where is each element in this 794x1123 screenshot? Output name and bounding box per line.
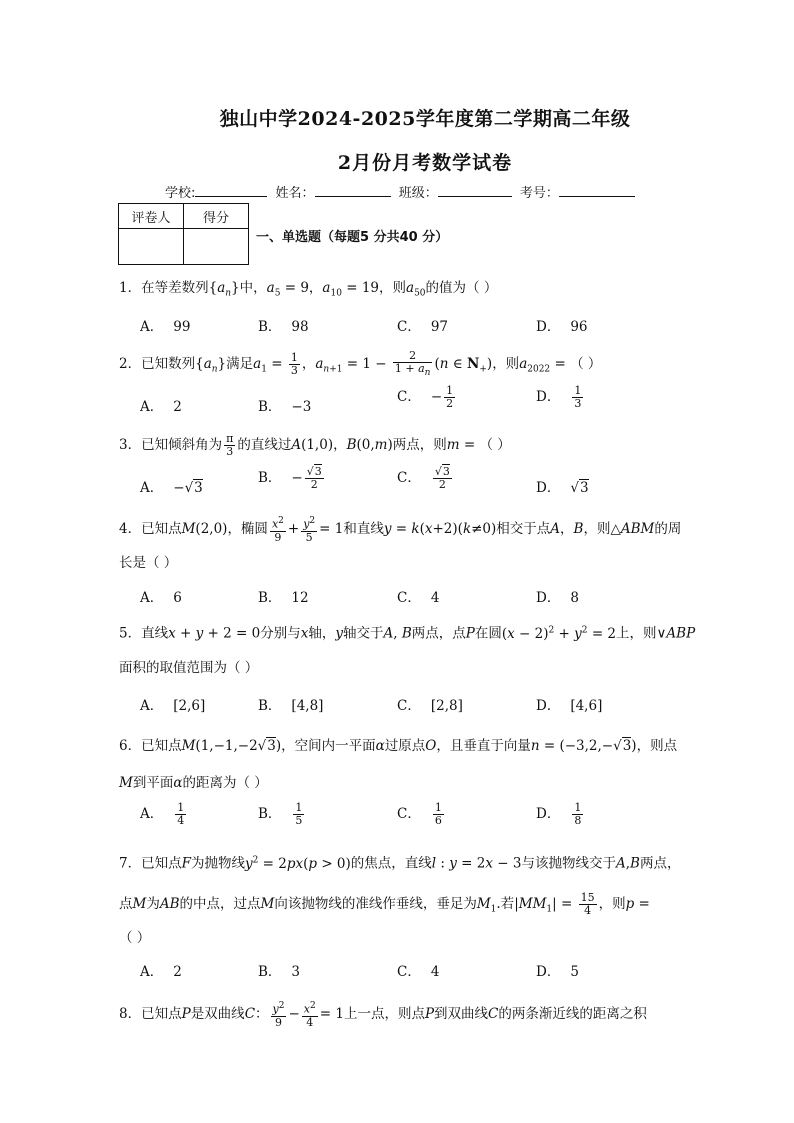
stem-text: .若 [496, 896, 515, 912]
option-text: 8 [570, 590, 579, 606]
stem-text: ，空间内一平面 [281, 738, 376, 754]
question-number: 4． [119, 520, 142, 537]
option-text: 2 [173, 399, 182, 415]
option-c[interactable] [397, 315, 448, 335]
option-text: 6 [173, 590, 182, 606]
option-letter: B． [258, 964, 282, 980]
school-field[interactable] [195, 184, 267, 197]
stem-text: 过原点 [384, 738, 426, 754]
question-7 [119, 850, 679, 874]
option-c[interactable] [397, 960, 439, 980]
math: ∨ABP [656, 625, 696, 642]
exam-title: 独山中学2024-2025学年度第二学期高二年级 [219, 108, 631, 130]
stem-text: （ ） [570, 356, 602, 373]
option-letter: C． [397, 470, 421, 486]
math: A,B [615, 855, 640, 872]
option-b[interactable]: B． $\frac{1}{5}$ [258, 801, 303, 827]
option-letter: C． [397, 389, 421, 405]
option-c[interactable]: C． $\frac{√3}{2}$ [397, 465, 450, 491]
option-letter: C． [397, 806, 421, 822]
math: m = [446, 437, 480, 453]
stem-text: ，椭圆 [227, 520, 268, 537]
option-d[interactable]: D． √3 [536, 480, 589, 496]
stem-text: 轴交于 [343, 625, 384, 642]
stem-text: 已知点 [141, 520, 182, 537]
math: $|MM_1|$ = $\frac{15}{4}$ [514, 891, 595, 917]
stem-text: （ ） [119, 930, 151, 946]
stem-text: 已知数列 [141, 356, 196, 373]
score-cell[interactable] [184, 229, 249, 265]
stem-text: 为 [146, 896, 160, 912]
math: y = k(x+2)(k≠0) [383, 520, 497, 537]
question-6 [119, 736, 679, 756]
question-5 [119, 620, 696, 644]
option-text: [2,8] [430, 698, 463, 714]
reviewer-header: 评卷人 [119, 204, 184, 229]
stem-text: 到双曲线 [434, 1005, 489, 1022]
stem-text: 上一点，则点 [343, 1005, 425, 1022]
stem-text: 和直线 [343, 520, 384, 537]
option-text: −3 [291, 399, 312, 415]
option-letter: A． [140, 590, 164, 606]
math: C [488, 1005, 499, 1022]
stem-text: 面积的取值范围为（ ） [119, 660, 259, 676]
question-number: 2． [119, 356, 142, 373]
stem-text: 已知点 [141, 855, 182, 872]
option-text: 3 [291, 964, 301, 980]
math: M [260, 896, 275, 912]
math: F [181, 855, 191, 872]
option-letter: D． [536, 319, 561, 335]
option-text: 2 [173, 964, 182, 980]
option-d[interactable]: D． $\frac{1}{3}$ [536, 384, 582, 410]
option-c[interactable]: C． $\frac{1}{6}$ [397, 801, 442, 827]
stem-text: 的距离为（ ） [182, 775, 268, 791]
math: l : y = 2x − 3 [431, 855, 522, 872]
math: $(x - 2)^2 + y^2 = 2$ [501, 625, 617, 642]
option-b[interactable] [258, 586, 309, 606]
question-8 [119, 1000, 679, 1029]
math: $a_5 = 9$，$a_{10} = 19$ [266, 280, 380, 299]
stem-text: 分别与 [260, 625, 301, 642]
option-letter: D． [536, 698, 561, 714]
question-number: 1． [119, 280, 142, 296]
option-c[interactable]: C． − $\frac{1}{2}$ [397, 384, 454, 410]
math: M(2,0) [181, 520, 228, 537]
option-a[interactable] [140, 694, 205, 714]
option-letter: B． [258, 399, 282, 415]
option-text: − [173, 480, 185, 496]
option-a[interactable]: A． $\frac{1}{4}$ [140, 801, 185, 827]
option-letter: A． [140, 399, 164, 415]
option-text: [2,6] [173, 698, 206, 714]
math: AB [159, 896, 180, 912]
option-letter: C． [397, 319, 421, 335]
stem-text: 已知倾斜角为 [141, 437, 223, 453]
option-letter: D． [536, 480, 561, 496]
score-table [118, 203, 249, 265]
question-number: 7． [119, 855, 142, 872]
math: $a_1$ = $\frac{1}{3}$ ，$a_{n+1} = 1$ − $\frac{2}{1 + a_n}$ (n ∈ $N_+$) [253, 349, 493, 379]
option-text: 5 [570, 964, 579, 980]
stem-text: 满足 [226, 356, 254, 373]
option-letter: C． [397, 698, 421, 714]
stem-text: ，则 [379, 280, 407, 296]
class-field[interactable] [438, 184, 512, 197]
math: P [465, 625, 475, 642]
stem-text: ，则 [492, 356, 520, 373]
math: $\frac{x^2}{9}$ + $\frac{y^2}{5}$ = 1 [271, 516, 344, 544]
question-4 [119, 515, 682, 544]
math: M(1,−1,−2√3) [181, 738, 282, 754]
math: O [425, 738, 437, 754]
math: $M_1$ [476, 896, 497, 915]
option-letter: C． [397, 964, 421, 980]
stem-text: 直线 [141, 625, 169, 642]
option-b[interactable] [258, 395, 311, 415]
math: α [173, 775, 183, 791]
math: $\frac{\pi}{3}$ [226, 432, 234, 458]
stem-text: 在圆 [474, 625, 502, 642]
math: $a_{2022}$ = [519, 356, 571, 375]
math: $\frac{y^2}{9}$ − $\frac{x^2}{4}$ = 1 [272, 1001, 344, 1029]
math: x [300, 625, 309, 642]
option-text: 4 [430, 590, 440, 606]
math: $y^2 = 2px(p > 0)$ [244, 855, 351, 872]
option-b[interactable] [258, 315, 309, 335]
option-text: 99 [173, 319, 191, 335]
student-info-line [165, 182, 639, 201]
stem-text: 向该抛物线的准线作垂线，垂足为 [274, 896, 477, 912]
math: A，B [550, 520, 584, 537]
option-letter: A． [140, 698, 164, 714]
stem-text: 已知点 [141, 738, 182, 754]
math: α [375, 738, 385, 754]
option-text: 4 [430, 964, 440, 980]
stem-text: ，且垂直于向量 [436, 738, 531, 754]
option-letter: B． [258, 470, 282, 486]
option-letter: A． [140, 319, 164, 335]
math: △ABM [610, 520, 655, 537]
option-text: 98 [291, 319, 309, 335]
option-a[interactable] [140, 315, 190, 335]
option-b[interactable] [258, 694, 323, 714]
stem-text: 的两条渐近线的距离之积 [498, 1005, 647, 1022]
option-letter: A． [140, 964, 164, 980]
stem-text: （ ） [479, 437, 511, 453]
class-label: 班级： [398, 186, 438, 201]
math: A(1,0)，B(0,m) [291, 437, 393, 453]
name-field[interactable] [315, 184, 391, 197]
id-field[interactable] [559, 184, 635, 197]
stem-text: 两点，则 [392, 437, 447, 453]
stem-text: 中， [239, 280, 267, 296]
option-text: 97 [430, 319, 449, 335]
option-text: − [291, 470, 303, 486]
option-letter: B． [258, 590, 282, 606]
option-text: 12 [291, 590, 309, 606]
option-letter: C． [397, 590, 421, 606]
math: P [424, 1005, 435, 1022]
option-text: 96 [570, 319, 588, 335]
option-d[interactable] [536, 960, 579, 980]
option-letter: B． [258, 698, 282, 714]
option-c[interactable] [397, 586, 439, 606]
question-3 [119, 433, 679, 458]
score-header: 得分 [184, 204, 249, 229]
stem-text: 的焦点，直线 [350, 855, 432, 872]
stem-text: ，则 [598, 896, 626, 912]
id-label: 考号： [519, 186, 559, 201]
option-c[interactable] [397, 694, 463, 714]
math: M [132, 896, 147, 912]
option-text: [4,8] [291, 698, 324, 714]
option-a[interactable] [140, 395, 182, 415]
stem-text: 的值为（ ） [425, 280, 498, 296]
option-letter: D． [536, 964, 561, 980]
stem-text: 的直线过 [237, 437, 292, 453]
stem-text: 两点， [639, 855, 681, 872]
question-number: 5． [119, 625, 142, 642]
option-letter: D． [536, 590, 561, 606]
math: y [335, 625, 343, 642]
option-letter: D． [536, 806, 561, 822]
stem-text: ，则 [583, 520, 611, 537]
option-d[interactable] [536, 586, 579, 606]
stem-text: 的中点，过点 [179, 896, 261, 912]
option-a[interactable] [140, 960, 182, 980]
option-d[interactable] [536, 315, 588, 335]
math: C [244, 1005, 256, 1022]
option-letter: B． [258, 806, 282, 822]
math: $\{a_n\}$ [195, 356, 227, 375]
question-7-line2 [119, 892, 679, 920]
stem-text: 是双曲线 [190, 1005, 245, 1022]
exam-subtitle: 2月份月考数学试卷 [337, 152, 513, 174]
math: n = (−3,2,−√3) [530, 738, 637, 754]
school-label: 学校: [165, 186, 196, 201]
question-5-line2 [119, 658, 679, 678]
stem-text: 与该抛物线交于 [521, 855, 616, 872]
option-text: [4,6] [570, 698, 603, 714]
question-6-line2 [119, 773, 679, 793]
option-text: − [430, 389, 443, 405]
stem-text: ： [255, 1005, 269, 1022]
question-2 [119, 350, 679, 380]
math: p = [625, 896, 650, 912]
stem-text: 上，则 [616, 625, 657, 642]
option-a[interactable]: A． −√3 [140, 480, 203, 496]
stem-text: 轴， [308, 625, 336, 642]
stem-text: 到平面 [132, 775, 174, 791]
stem-text: ，则点 [636, 738, 678, 754]
option-letter: A． [140, 480, 164, 496]
stem-text: 在等差数列 [141, 280, 209, 296]
math: x + y + 2 = 0 [168, 625, 261, 642]
question-4-line2 [119, 553, 679, 573]
option-letter: D． [536, 389, 561, 405]
option-d[interactable]: D． $\frac{1}{8}$ [536, 801, 582, 827]
option-b[interactable]: B． − $\frac{√3}{2}$ [258, 465, 322, 491]
question-number: 6． [119, 738, 142, 754]
math: M [119, 775, 133, 791]
math: P [181, 1005, 191, 1022]
math: $a_{50}$ [406, 280, 426, 299]
question-number: 3． [119, 437, 142, 453]
reviewer-cell[interactable] [119, 229, 184, 265]
stem-text: 已知点 [141, 1005, 182, 1022]
question-1 [119, 278, 679, 304]
stem-text: 两点，点 [411, 625, 466, 642]
math: $\{a_n\}$ [208, 280, 240, 299]
option-a[interactable] [140, 586, 182, 606]
stem-text: 长是（ ） [119, 555, 178, 571]
stem-text: 为抛物线 [190, 855, 245, 872]
math: A, B [383, 625, 412, 642]
question-7-line3 [119, 928, 679, 948]
stem-text: 相交于点 [496, 520, 551, 537]
section-title: 一、单选题（每题5 分共40 分） [256, 230, 449, 245]
option-b[interactable] [258, 960, 300, 980]
option-letter: B． [258, 319, 282, 335]
stem-text: 的周 [654, 520, 682, 537]
question-number: 8． [119, 1005, 142, 1022]
stem-text: 点 [119, 896, 133, 912]
option-letter: A． [140, 806, 164, 822]
name-label: 姓名： [275, 186, 315, 201]
option-d[interactable] [536, 694, 602, 714]
